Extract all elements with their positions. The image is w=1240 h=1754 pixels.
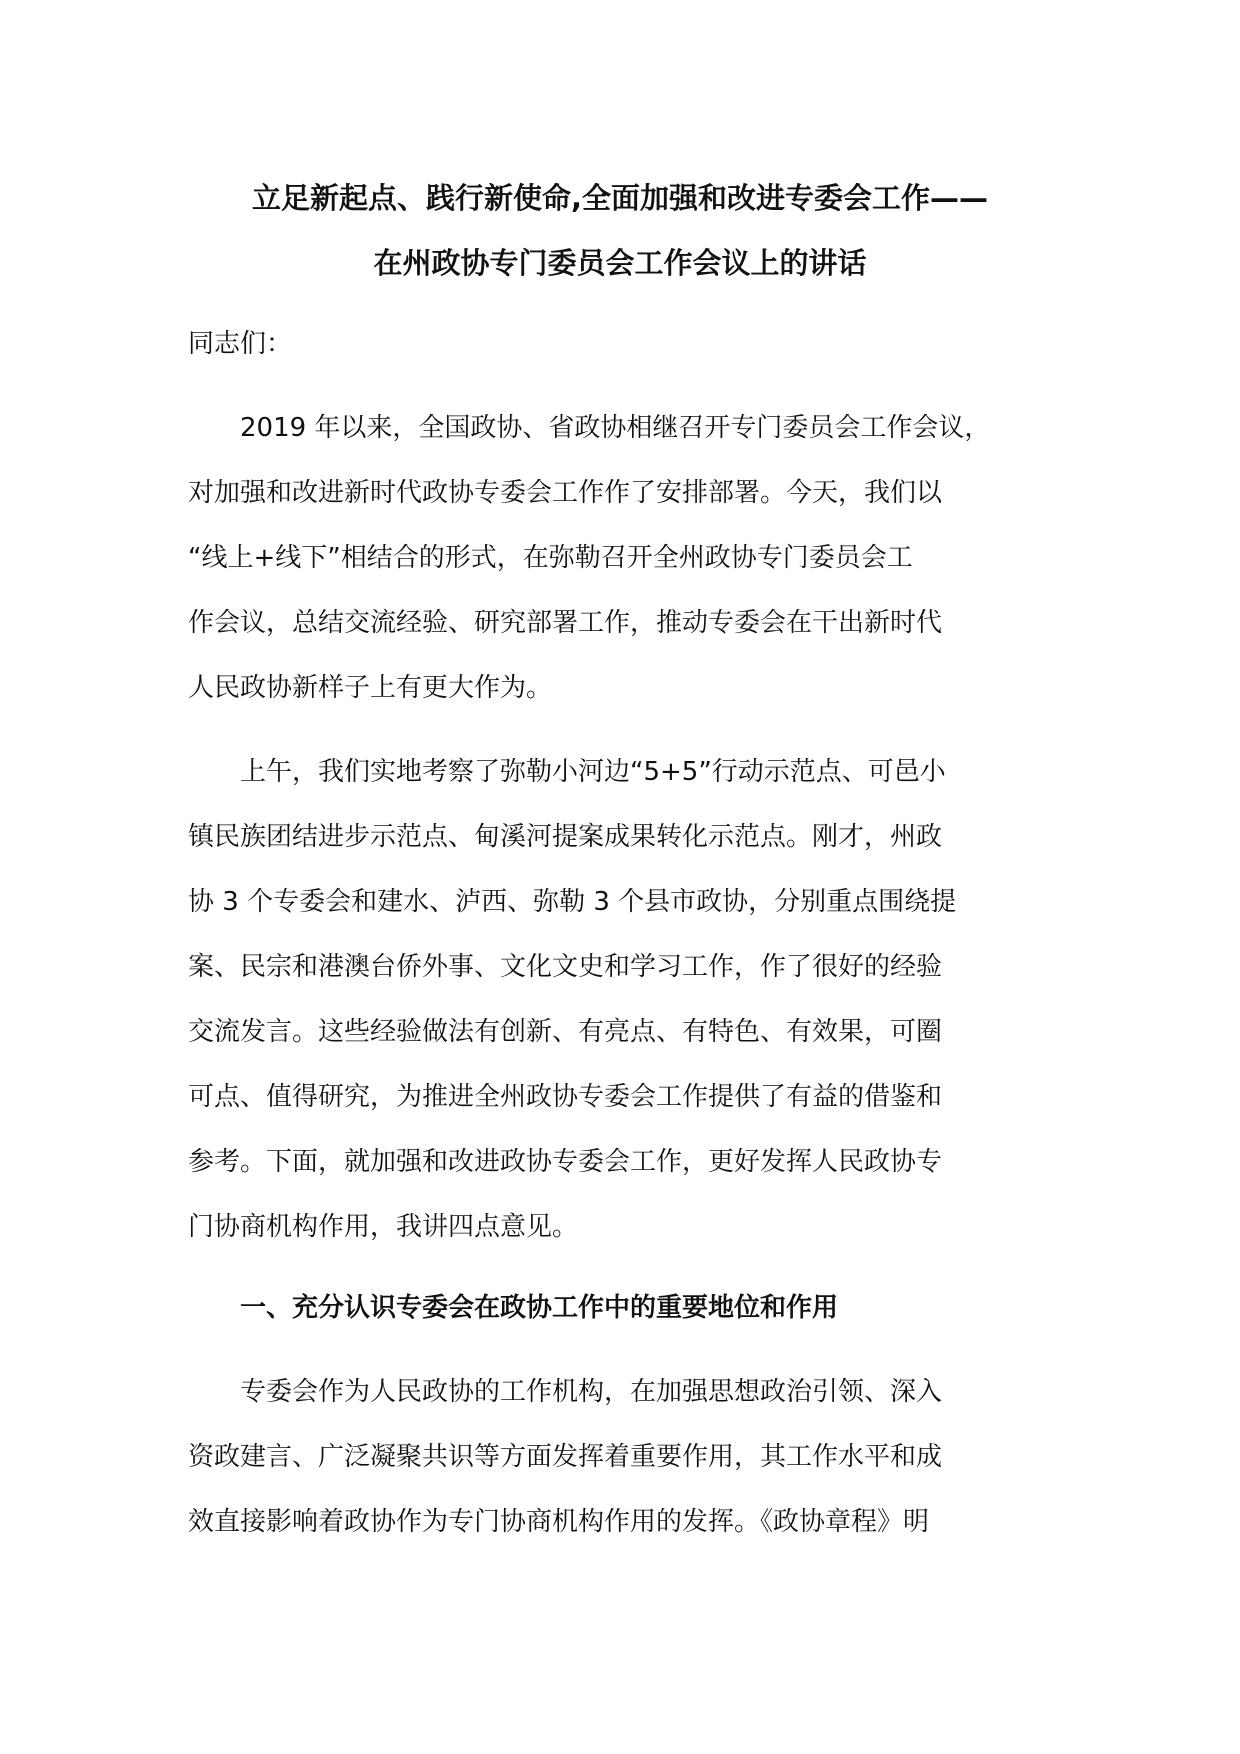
- paragraph-line: 案、民宗和港澳台侨外事、文化文史和学习工作，作了很好的经验: [188, 952, 943, 982]
- paragraph-3: [188, 1360, 1058, 1555]
- salutation: 同志们：: [188, 329, 293, 359]
- paragraph-line: 可点、值得研究，为推进全州政协专委会工作提供了有益的借鉴和: [188, 1082, 943, 1112]
- document-title-line-1: 立足新起点、践行新使命,全面加强和改进专委会工作——: [251, 181, 989, 215]
- paragraph-line: “线上+线下”相结合的形式，在弥勒召开全州政协专门委员会工: [188, 543, 913, 573]
- paragraph-line: 门协商机构作用，我讲四点意见。: [188, 1212, 579, 1242]
- paragraph-line: 上午，我们实地考察了弥勒小河边“5+5”行动示范点、可邑小: [240, 757, 946, 787]
- paragraph-line: 交流发言。这些经验做法有创新、有亮点、有特色、有效果，可圈: [188, 1017, 943, 1047]
- paragraph-1: [188, 396, 1058, 721]
- paragraph-line: 人民政协新样子上有更大作为。: [188, 673, 553, 703]
- paragraph-line: 效直接影响着政协作为专门协商机构作用的发挥。《政协章程》明: [188, 1507, 930, 1537]
- section-heading-1: 一、充分认识专委会在政协工作中的重要地位和作用: [240, 1293, 839, 1323]
- paragraph-line: 镇民族团结进步示范点、甸溪河提案成果转化示范点。刚才，州政: [188, 822, 943, 852]
- paragraph-line: 协 3 个专委会和建水、泸西、弥勒 3 个县市政协，分别重点围绕提: [188, 887, 957, 917]
- paragraph-line: 参考。下面，就加强和改进政协专委会工作，更好发挥人民政协专: [188, 1147, 943, 1177]
- paragraph-line: 2019 年以来，全国政协、省政协相继召开专门委员会工作会议，: [240, 413, 991, 443]
- paragraph-line: 资政建言、广泛凝聚共识等方面发挥着重要作用，其工作水平和成: [188, 1442, 943, 1472]
- paragraph-line: 对加强和改进新时代政协专委会工作作了安排部署。今天，我们以: [188, 478, 943, 508]
- document-title-line-2: 在州政协专门委员会工作会议上的讲话: [373, 246, 867, 280]
- paragraph-line: 专委会作为人民政协的工作机构，在加强思想政治引领、深入: [240, 1377, 943, 1407]
- paragraph-line: 作会议，总结交流经验、研究部署工作，推动专委会在干出新时代: [188, 608, 943, 638]
- paragraph-2: [188, 740, 1058, 1260]
